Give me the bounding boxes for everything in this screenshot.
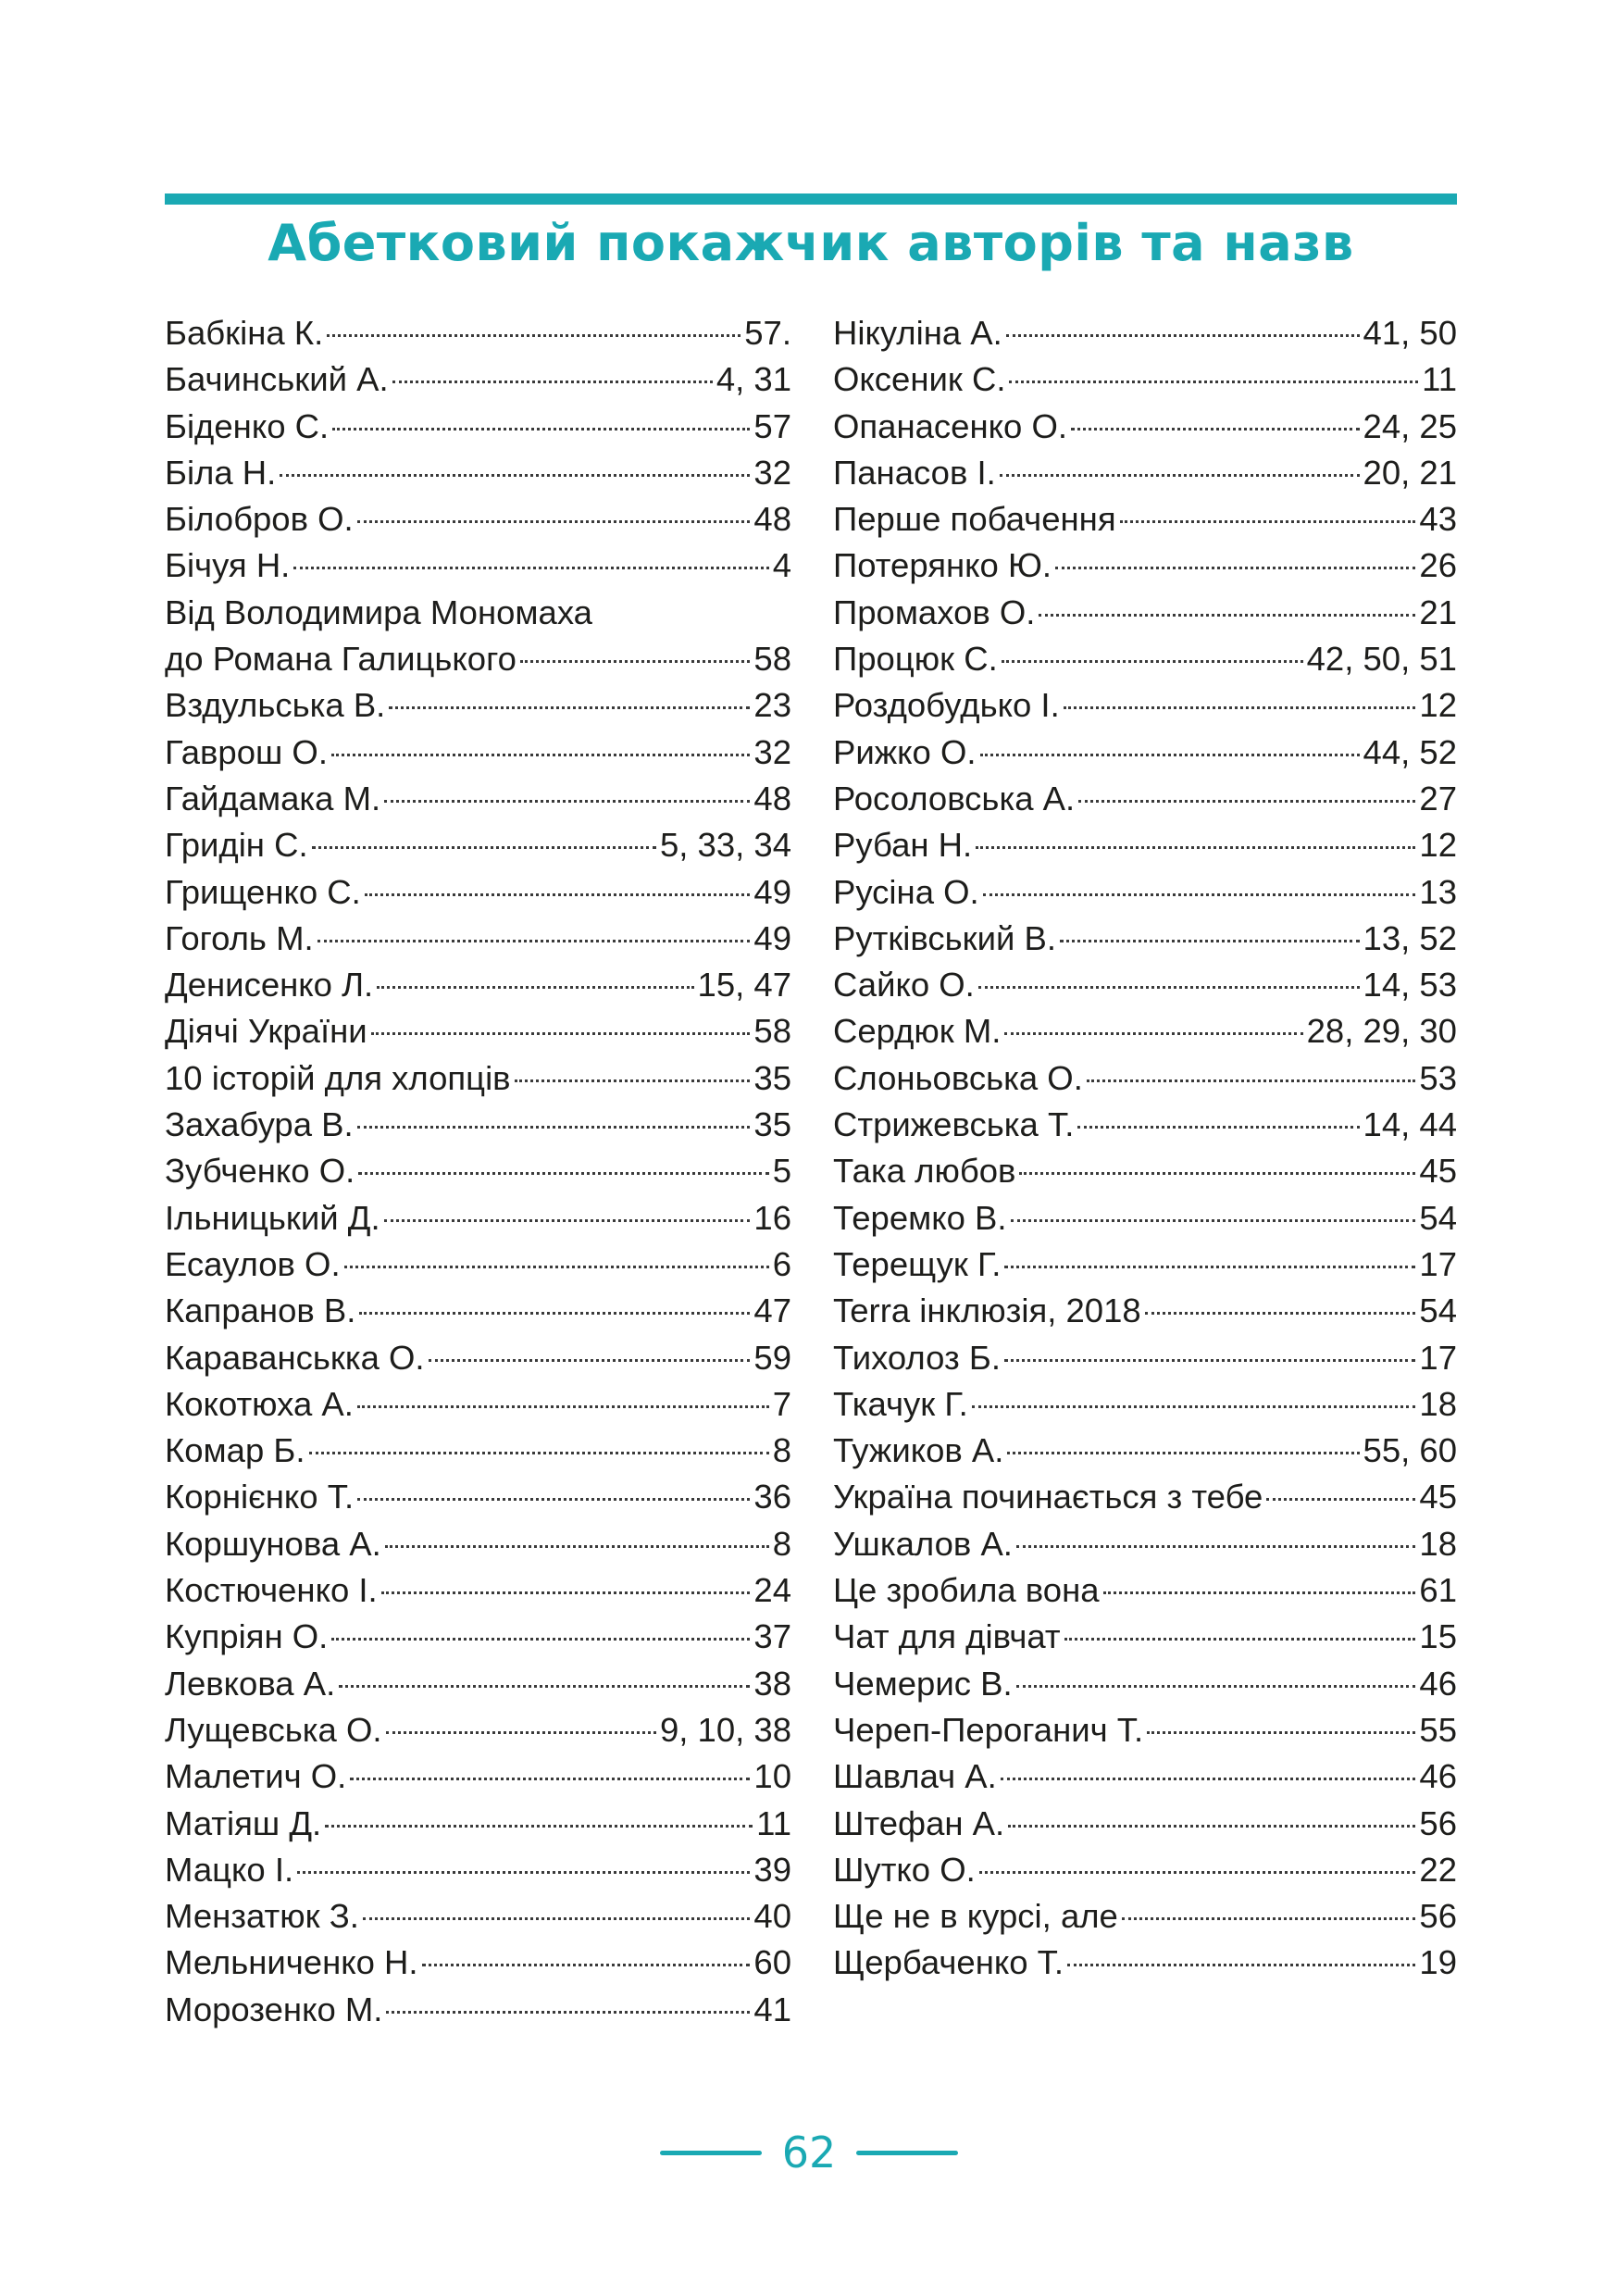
entry-pages: 53 (1419, 1058, 1457, 1097)
dot-leader (312, 846, 656, 849)
dot-leader (515, 1079, 751, 1082)
entry-pages: 48 (753, 779, 791, 817)
entry-name: Опанасенко О. (833, 406, 1067, 445)
entry-name: Теремко В. (833, 1198, 1007, 1237)
dot-leader (280, 474, 750, 477)
index-entry (165, 1707, 791, 1753)
entry-name: Ткачук Г. (833, 1384, 968, 1423)
dot-leader (357, 1126, 751, 1129)
index-entry (833, 1148, 1457, 1194)
entry-name: 10 історій для хлопців (165, 1058, 511, 1097)
entry-name: Щербаченко Т. (833, 1943, 1064, 1982)
entry-pages: 19 (1419, 1943, 1457, 1982)
dot-leader (1064, 1638, 1416, 1641)
entry-name: Терещук Г. (833, 1244, 1002, 1283)
dot-leader (1019, 1172, 1415, 1175)
index-entry (833, 1428, 1457, 1474)
dot-leader (1001, 1778, 1416, 1780)
entry-pages: 44, 52 (1363, 732, 1457, 771)
entry-pages: 32 (753, 453, 791, 492)
dot-leader (979, 1871, 1416, 1874)
dot-leader (1000, 474, 1360, 477)
entry-name: Захабура В. (165, 1105, 354, 1144)
dot-leader (972, 1405, 1416, 1408)
index-entry (833, 636, 1457, 682)
entry-name: Панасов І. (833, 453, 996, 492)
entry-name: Гайдамака М. (165, 779, 381, 817)
dot-leader (1011, 1219, 1416, 1222)
entry-pages: 47 (753, 1292, 791, 1330)
entry-pages: 61 (1419, 1571, 1457, 1610)
index-entry (165, 1288, 791, 1334)
entry-name: Морозенко М. (165, 1990, 383, 2028)
entry-pages: 15, 47 (697, 966, 791, 1004)
entry-pages: 58 (753, 1012, 791, 1051)
index-entry (165, 1893, 791, 1940)
entry-pages: 17 (1419, 1244, 1457, 1283)
index-entry (833, 310, 1457, 356)
index-entry (833, 869, 1457, 916)
entry-pages: 60 (753, 1943, 791, 1982)
index-entry (833, 450, 1457, 496)
entry-name: Діячі України (165, 1012, 367, 1051)
dot-leader (293, 567, 768, 569)
index-column-right (833, 310, 1457, 1987)
entry-name: Шутко О. (833, 1850, 976, 1889)
index-entry (165, 916, 791, 962)
dot-leader (1064, 706, 1416, 709)
index-entry (165, 1242, 791, 1288)
index-entry (833, 1940, 1457, 1986)
dot-leader (359, 1312, 750, 1315)
index-entry (833, 590, 1457, 636)
entry-pages: 18 (1419, 1384, 1457, 1423)
index-entry (165, 1055, 791, 1102)
dot-leader (1067, 1964, 1415, 1966)
entry-name: Штефан А. (833, 1803, 1005, 1842)
entry-pages: 17 (1419, 1338, 1457, 1377)
entry-pages: 13 (1419, 872, 1457, 911)
index-entry (833, 776, 1457, 822)
dot-leader (309, 1452, 769, 1454)
entry-name: до Романа Галицького (165, 640, 517, 679)
index-entry (833, 1381, 1457, 1428)
entry-name: Сердюк М. (833, 1012, 1002, 1051)
index-entry (165, 869, 791, 916)
dot-leader (1008, 1825, 1415, 1828)
entry-pages: 12 (1419, 826, 1457, 865)
index-entry (165, 356, 791, 403)
entry-pages: 4, 31 (716, 360, 791, 399)
index-entry (165, 450, 791, 496)
index-entry (833, 1661, 1457, 1707)
index-entry (165, 730, 791, 776)
index-entry (165, 1008, 791, 1054)
page-footer (0, 2120, 1618, 2185)
index-entry (833, 1288, 1457, 1334)
dot-leader (385, 1545, 769, 1548)
dot-leader (1039, 614, 1415, 617)
dot-leader (1016, 1685, 1416, 1688)
dot-leader (1004, 1359, 1415, 1362)
entry-name: Мацко І. (165, 1850, 294, 1889)
entry-name: Бачинський А. (165, 360, 389, 399)
index-entry (833, 1847, 1457, 1893)
dot-leader (978, 986, 1360, 989)
dot-leader (381, 1591, 751, 1594)
index-entry (833, 1753, 1457, 1800)
entry-pages: 36 (753, 1478, 791, 1516)
entry-name: Есаулов О. (165, 1244, 341, 1283)
dot-leader (339, 1685, 750, 1688)
entry-name: Така любов (833, 1152, 1016, 1191)
entry-pages: 46 (1419, 1757, 1457, 1796)
dot-leader (1145, 1312, 1416, 1315)
dot-leader (350, 1778, 750, 1780)
entry-name: Росоловська А. (833, 779, 1076, 817)
entry-name: Рутківський В. (833, 918, 1057, 957)
entry-name: Ільницький Д. (165, 1198, 380, 1237)
dot-leader (1087, 1079, 1416, 1082)
entry-name: Лущевська О. (165, 1710, 382, 1749)
dot-leader (377, 986, 693, 989)
entry-name: Тужиков А. (833, 1431, 1004, 1470)
index-entry (833, 1008, 1457, 1054)
entry-pages: 35 (753, 1058, 791, 1097)
index-entry (833, 1614, 1457, 1660)
index-entry (165, 496, 791, 543)
entry-pages: 38 (753, 1664, 791, 1703)
dot-leader (1122, 1917, 1416, 1920)
entry-pages: 11 (1422, 360, 1457, 399)
entry-name: Процюк С. (833, 640, 998, 679)
entry-pages: 22 (1419, 1850, 1457, 1889)
entry-pages: 8 (772, 1524, 791, 1563)
entry-pages: 14, 53 (1363, 966, 1457, 1004)
index-entry (165, 1661, 791, 1707)
index-entry (165, 1847, 791, 1893)
entry-pages: 21 (1419, 593, 1457, 631)
dot-leader (1009, 381, 1418, 383)
entry-name: Левкова А. (165, 1664, 336, 1703)
index-entry (165, 1102, 791, 1148)
entry-name: Гаврош О. (165, 732, 328, 771)
dot-leader (1006, 334, 1360, 337)
entry-pages: 49 (753, 918, 791, 957)
dot-leader (344, 1266, 769, 1268)
entry-pages: 32 (753, 732, 791, 771)
entry-name: Сайко О. (833, 966, 975, 1004)
index-entry (833, 916, 1457, 962)
entry-pages: 48 (753, 500, 791, 539)
entry-pages: 59 (753, 1338, 791, 1377)
index-entry (833, 1707, 1457, 1753)
entry-name: Потерянко Ю. (833, 546, 1052, 585)
dot-leader (357, 1498, 750, 1501)
entry-name: Караванськка О. (165, 1338, 425, 1377)
footer-rule-right (856, 2151, 958, 2155)
entry-name: Тихолоз Б. (833, 1338, 1001, 1377)
entry-name: Русіна О. (833, 872, 979, 911)
index-entry (165, 1474, 791, 1520)
dot-leader (1002, 660, 1303, 663)
entry-pages: 7 (772, 1384, 791, 1423)
dot-leader (422, 1964, 751, 1966)
index-entry (165, 1148, 791, 1194)
index-entry (165, 404, 791, 450)
dot-leader (389, 706, 750, 709)
dot-leader (976, 846, 1415, 849)
dot-leader (325, 1825, 753, 1828)
index-entry (833, 730, 1457, 776)
index-entry (833, 682, 1457, 729)
dot-leader (386, 1731, 656, 1734)
dot-leader (1016, 1545, 1415, 1548)
entry-pages: 4 (772, 546, 791, 585)
entry-pages: 9, 10, 38 (659, 1710, 791, 1749)
entry-name: Оксеник С. (833, 360, 1006, 399)
entry-pages: 57 (753, 406, 791, 445)
index-entry (833, 1195, 1457, 1242)
index-entry (165, 962, 791, 1008)
index-entry (833, 1474, 1457, 1520)
entry-name: Рубан Н. (833, 826, 973, 865)
entry-name: Перше побачення (833, 500, 1116, 539)
entry-name: Корнієнко Т. (165, 1478, 355, 1516)
entry-pages: 5 (772, 1152, 791, 1191)
page-number: 62 (781, 2128, 837, 2177)
index-entry (833, 1055, 1457, 1102)
entry-pages: 8 (772, 1431, 791, 1470)
entry-name: Від Володимира Мономаха (165, 593, 592, 631)
dot-leader (357, 1405, 769, 1408)
entry-name: Вздульська В. (165, 686, 386, 725)
entry-name: Білобров О. (165, 500, 354, 539)
entry-pages: 58 (753, 640, 791, 679)
dot-leader (371, 1032, 751, 1035)
dot-leader (1120, 520, 1416, 523)
dot-leader (317, 940, 751, 942)
entry-pages: 41 (753, 1990, 791, 2028)
dot-leader (1266, 1498, 1415, 1501)
entry-name: Нікуліна А. (833, 314, 1002, 352)
index-entry (165, 1521, 791, 1567)
dot-leader (357, 520, 751, 523)
dot-leader (1060, 940, 1360, 942)
dot-leader (1055, 567, 1415, 569)
index-entry (165, 1195, 791, 1242)
index-entry (833, 822, 1457, 868)
dot-leader (386, 2011, 750, 2014)
index-entry (165, 1567, 791, 1614)
entry-name: Шавлач А. (833, 1757, 997, 1796)
entry-pages: 42, 50, 51 (1306, 640, 1457, 679)
index-entry (165, 543, 791, 589)
entry-pages: 35 (753, 1105, 791, 1144)
entry-name: Грищенко С. (165, 872, 361, 911)
entry-pages: 20, 21 (1363, 453, 1457, 492)
entry-pages: 5, 33, 34 (659, 826, 791, 865)
entry-name: Коршунова А. (165, 1524, 381, 1563)
entry-name: Terra інклюзія, 2018 (833, 1292, 1141, 1330)
entry-pages: 18 (1419, 1524, 1457, 1563)
dot-leader (520, 660, 751, 663)
index-entry (165, 1381, 791, 1428)
entry-name: Україна починається з тебе (833, 1478, 1263, 1516)
index-entry (833, 1521, 1457, 1567)
dot-leader (1004, 1032, 1302, 1035)
entry-pages: 43 (1419, 500, 1457, 539)
index-entry (165, 822, 791, 868)
entry-name: Мензатюк З. (165, 1897, 359, 1936)
entry-pages: 45 (1419, 1478, 1457, 1516)
entry-pages: 46 (1419, 1664, 1457, 1703)
entry-pages: 10 (753, 1757, 791, 1796)
dot-leader (331, 754, 750, 756)
dot-leader (384, 800, 750, 803)
index-entry (833, 1242, 1457, 1288)
entry-pages: 16 (753, 1198, 791, 1237)
index-entry (833, 496, 1457, 543)
dot-leader (1071, 428, 1360, 430)
dot-leader (363, 1917, 750, 1920)
entry-name: Слоньовська О. (833, 1058, 1083, 1097)
entry-name: Гридін С. (165, 826, 308, 865)
entry-name: Костюченко І. (165, 1571, 378, 1610)
index-entry (833, 1567, 1457, 1614)
dot-leader (332, 428, 750, 430)
entry-pages: 56 (1419, 1803, 1457, 1842)
entry-pages: 37 (753, 1617, 791, 1656)
entry-pages: 11 (756, 1803, 791, 1842)
entry-name: Гоголь М. (165, 918, 314, 957)
entry-pages: 23 (753, 686, 791, 725)
index-entry (165, 776, 791, 822)
dot-leader (384, 1219, 751, 1222)
entry-name: Чат для дівчат (833, 1617, 1061, 1656)
entry-name: Біденко С. (165, 406, 330, 445)
dot-leader (358, 1172, 768, 1175)
entry-pages: 14, 44 (1363, 1105, 1457, 1144)
entry-pages: 56 (1419, 1897, 1457, 1936)
index-entry (833, 1335, 1457, 1381)
entry-pages: 28, 29, 30 (1306, 1012, 1457, 1051)
entry-pages: 15 (1419, 1617, 1457, 1656)
entry-pages: 49 (753, 872, 791, 911)
entry-name: Кокотюха А. (165, 1384, 354, 1423)
entry-name: Бічуя Н. (165, 546, 291, 585)
dot-leader (327, 334, 741, 337)
index-entry (833, 1801, 1457, 1847)
index-entry (165, 1428, 791, 1474)
entry-name: Промахов О. (833, 593, 1036, 631)
entry-pages: 40 (753, 1897, 791, 1936)
footer-rule-left (660, 2151, 762, 2155)
entry-name: Денисенко Л. (165, 966, 374, 1004)
index-entry (165, 1753, 791, 1800)
entry-name: Мельниченко Н. (165, 1943, 418, 1982)
index-entry (833, 356, 1457, 403)
entry-pages: 26 (1419, 546, 1457, 585)
entry-pages: 55 (1419, 1710, 1457, 1749)
entry-pages: 39 (753, 1850, 791, 1889)
dot-leader (297, 1871, 750, 1874)
dot-leader (1077, 1126, 1359, 1129)
entry-pages: 6 (772, 1244, 791, 1283)
index-entry (165, 310, 791, 356)
dot-leader (331, 1638, 750, 1641)
index-entry (833, 543, 1457, 589)
index-entry (165, 1940, 791, 1986)
dot-leader (392, 381, 713, 383)
title-top-rule (165, 193, 1457, 205)
dot-leader (1103, 1591, 1416, 1594)
entry-pages: 54 (1419, 1292, 1457, 1330)
entry-name: Біла Н. (165, 453, 277, 492)
entry-pages: 54 (1419, 1198, 1457, 1237)
entry-pages: 45 (1419, 1152, 1457, 1191)
dot-leader (983, 893, 1416, 896)
entry-name: Це зробила вона (833, 1571, 1100, 1610)
entry-pages: 24 (753, 1571, 791, 1610)
index-entry (165, 1987, 791, 2033)
entry-name: Купріян О. (165, 1617, 329, 1656)
entry-pages: 41, 50 (1363, 314, 1457, 352)
entry-name: Зубченко О. (165, 1152, 355, 1191)
entry-pages: 57. (744, 314, 791, 352)
entry-name: Череп-Пероганич Т. (833, 1710, 1144, 1749)
index-entry (165, 590, 791, 636)
entry-name: Бабкіна К. (165, 314, 324, 352)
entry-name: Стрижевська Т. (833, 1105, 1075, 1144)
entry-name: Ушкалов А. (833, 1524, 1013, 1563)
index-entry (833, 1102, 1457, 1148)
dot-leader (429, 1359, 751, 1362)
entry-name: Ще не в курсі, але (833, 1897, 1118, 1936)
index-entry (165, 1614, 791, 1660)
dot-leader (1147, 1731, 1415, 1734)
entry-pages: 24, 25 (1363, 406, 1457, 445)
index-entry (165, 1801, 791, 1847)
index-entry (833, 404, 1457, 450)
index-entry (165, 682, 791, 729)
dot-leader (980, 754, 1360, 756)
entry-name: Рижко О. (833, 732, 977, 771)
entry-name: Роздобудько І. (833, 686, 1060, 725)
entry-pages: 27 (1419, 779, 1457, 817)
dot-leader (1078, 800, 1415, 803)
page-title: Абетковий покажчик авторів та назв (268, 214, 1354, 272)
index-entry (833, 962, 1457, 1008)
entry-pages: 13, 52 (1363, 918, 1457, 957)
dot-leader (1004, 1266, 1415, 1268)
index-entry (165, 1335, 791, 1381)
entry-name: Чемерис В. (833, 1664, 1013, 1703)
index-entry (165, 636, 791, 682)
entry-name: Матіяш Д. (165, 1803, 322, 1842)
entry-name: Капранов В. (165, 1292, 356, 1330)
index-entry (833, 1893, 1457, 1940)
index-column-left (165, 310, 791, 2033)
entry-pages: 55, 60 (1363, 1431, 1457, 1470)
entry-pages: 12 (1419, 686, 1457, 725)
entry-name: Малетич О. (165, 1757, 347, 1796)
dot-leader (1007, 1452, 1359, 1454)
entry-name: Комар Б. (165, 1431, 305, 1470)
dot-leader (365, 893, 751, 896)
